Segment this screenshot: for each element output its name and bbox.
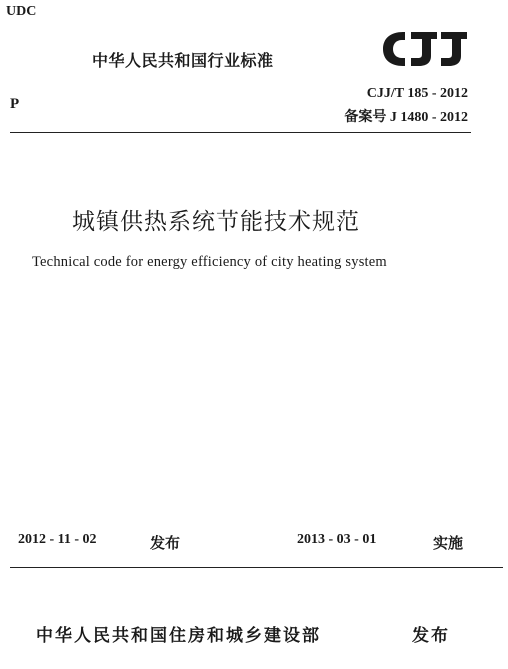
document-title-chinese: 城镇供热系统节能技术规范 <box>72 209 360 235</box>
publisher-name: 中华人民共和国住房和城乡建设部 <box>36 626 321 646</box>
classification-code: P <box>10 96 20 112</box>
record-number: 备案号 J 1480 - 2012 <box>344 110 468 125</box>
issue-date: 2012 - 11 - 02 <box>18 532 97 547</box>
document-title-english: Technical code for energy efficiency of city heating system <box>32 254 387 270</box>
publish-label: 发布 <box>412 626 450 646</box>
implementation-label: 实施 <box>433 534 464 552</box>
industry-standard-heading: 中华人民共和国行业标准 <box>92 51 274 70</box>
footer-divider <box>10 567 503 568</box>
udc-label: UDC <box>6 4 37 19</box>
issue-label: 发布 <box>150 534 181 552</box>
standard-number: CJJ/T 185 - 2012 <box>366 86 468 101</box>
cjj-logo <box>377 26 473 72</box>
header-divider <box>10 132 471 133</box>
implementation-date: 2013 - 03 - 01 <box>297 532 377 547</box>
